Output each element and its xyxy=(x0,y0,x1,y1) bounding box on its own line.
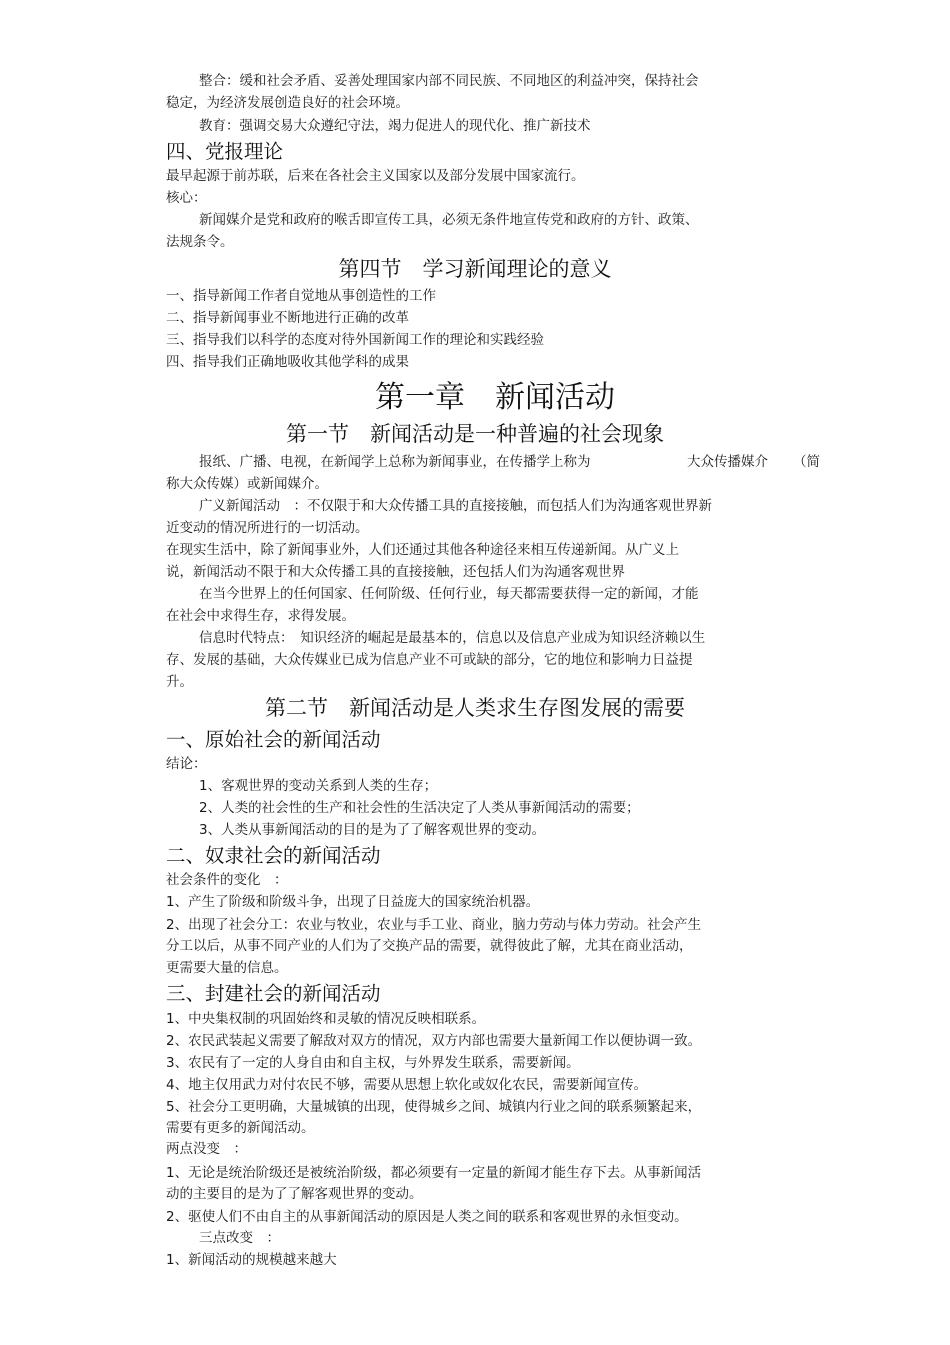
list-item: 2、农民武装起义需要了解敌对双方的情况，双方内部也需要大量新闻工作以便协调一致。 xyxy=(166,1033,702,1049)
list-item: 1、中央集权制的巩固始终和灵敏的情况反映相联系。 xyxy=(166,1011,486,1027)
list-item-line2: 需要有更多的新闻活动。 xyxy=(166,1120,315,1136)
heading-primitive-society: 一、原始社会的新闻活动 xyxy=(166,728,381,751)
paragraph-media-line1-right: （简 xyxy=(793,454,820,470)
section-4-title: 第四节 学习新闻理论的意义 xyxy=(338,257,612,281)
label-two-unchanged: 两点没变 ： xyxy=(166,1141,247,1157)
heading-feudal-society: 三、封建社会的新闻活动 xyxy=(166,982,381,1005)
term-mass-media: 大众传播媒介 xyxy=(687,454,768,470)
list-item-line1: 5、社会分工更明确，大量城镇的出现，使得城乡之间、城镇内行业之间的联系频繁起来， xyxy=(166,1099,702,1115)
paragraph-integration-line1: 整合：缓和社会矛盾、妥善处理国家内部不同民族、不同地区的利益冲突，保持社会 xyxy=(199,73,699,89)
paragraph-core-line1: 新闻媒介是党和政府的喉舌即宣传工具，必须无条件地宣传党和政府的方针、政策、 xyxy=(199,212,699,228)
paragraph-education: 教育：强调交易大众遵纪守法，竭力促进人的现代化、推广新技术 xyxy=(199,118,591,134)
heading-party-press-theory: 四、党报理论 xyxy=(166,140,284,163)
label-three-changes: 三点改变 ： xyxy=(199,1230,280,1246)
list-item: 2、人类的社会性的生产和社会性的生活决定了人类从事新闻活动的需要； xyxy=(199,800,640,816)
list-item-line1: 2、出现了社会分工：农业与牧业，农业与手工业、商业，脑力劳动与体力劳动。社会产生 xyxy=(166,917,702,933)
section-2-title: 第二节 新闻活动是人类求生存图发展的需要 xyxy=(265,696,685,720)
list-item-line1: 1、无论是统治阶级还是被统治阶级，都必须要有一定量的新闻才能生存下去。从事新闻活 xyxy=(166,1165,702,1181)
heading-slave-society: 二、奴隶社会的新闻活动 xyxy=(166,844,381,867)
label-core: 核心： xyxy=(166,190,207,206)
paragraph-real-life-line1: 在现实生活中，除了新闻事业外，人们还通过其他各种途径来相互传递新闻。从广义上 xyxy=(166,542,679,558)
list-item: 3、农民有了一定的人身自由和自主权，与外界发生联系，需要新闻。 xyxy=(166,1055,580,1071)
list-item: 2、驱使人们不由自主的从事新闻活动的原因是人类之间的联系和客观世界的永恒变动。 xyxy=(166,1209,688,1225)
list-item: 三、指导我们以科学的态度对待外国新闻工作的理论和实践经验 xyxy=(166,332,544,348)
paragraph-broad-news-line2: 近变动的情况所进行的一切活动。 xyxy=(166,520,369,536)
chapter-1-title: 第一章 新闻活动 xyxy=(375,380,615,415)
list-item: 1、产生了阶级和阶级斗争，出现了日益庞大的国家统治机器。 xyxy=(166,894,540,910)
list-item: 四、指导我们正确地吸收其他学科的成果 xyxy=(166,354,409,370)
paragraph-info-age-line2: 存、发展的基础，大众传媒业已成为信息产业不可或缺的部分，它的地位和影响力日益提 xyxy=(166,652,693,668)
paragraph-integration-line2: 稳定，为经济发展创造良好的社会环境。 xyxy=(166,95,409,111)
list-item-line2: 分工以后，从事不同产业的人们为了交换产品的需要，就得彼此了解，尤其在商业活动， xyxy=(166,938,693,954)
label-social-conditions: 社会条件的变化 ： xyxy=(166,872,288,888)
label-conclusion: 结论： xyxy=(166,756,207,772)
paragraph-party-press-origin: 最早起源于前苏联，后来在各社会主义国家以及部分发展中国家流行。 xyxy=(166,168,585,184)
list-item: 4、地主仅用武力对付农民不够，需要从思想上软化或奴化农民，需要新闻宣传。 xyxy=(166,1077,648,1093)
paragraph-world-line1: 在当今世界上的任何国家、任何阶级、任何行业，每天都需要获得一定的新闻，才能 xyxy=(199,586,699,602)
list-item: 3、人类从事新闻活动的目的是为了了解客观世界的变动。 xyxy=(199,822,546,838)
paragraph-real-life-line2: 说，新闻活动不限于和大众传播工具的直接接触，还包括人们为沟通客观世界 xyxy=(166,564,625,580)
list-item-line3: 更需要大量的信息。 xyxy=(166,960,288,976)
paragraph-broad-news-line1: 广义新闻活动 ：不仅限于和大众传播工具的直接接触，而包括人们为沟通客观世界新 xyxy=(199,498,712,514)
list-item-line2: 动的主要目的是为了了解客观世界的变动。 xyxy=(166,1186,423,1202)
paragraph-media-line1-left: 报纸、广播、电视，在新闻学上总称为新闻事业，在传播学上称为 xyxy=(199,454,591,470)
list-item: 二、指导新闻事业不断地进行正确的改革 xyxy=(166,310,409,326)
list-item: 1、新闻活动的规模越来越大 xyxy=(166,1252,337,1268)
section-1-title: 第一节 新闻活动是一种普遍的社会现象 xyxy=(286,422,664,446)
paragraph-world-line2: 在社会中求得生存，求得发展。 xyxy=(166,608,355,624)
paragraph-core-line2: 法规条令。 xyxy=(166,234,234,250)
paragraph-info-age-line3: 升。 xyxy=(166,674,193,690)
list-item: 1、客观世界的变动关系到人类的生存； xyxy=(199,778,438,794)
list-item: 一、指导新闻工作者自觉地从事创造性的工作 xyxy=(166,288,436,304)
paragraph-media-line2: 称大众传媒）或新闻媒介。 xyxy=(166,476,328,492)
paragraph-info-age-line1: 信息时代特点： 知识经济的崛起是最基本的，信息以及信息产业成为知识经济赖以生 xyxy=(199,630,706,646)
